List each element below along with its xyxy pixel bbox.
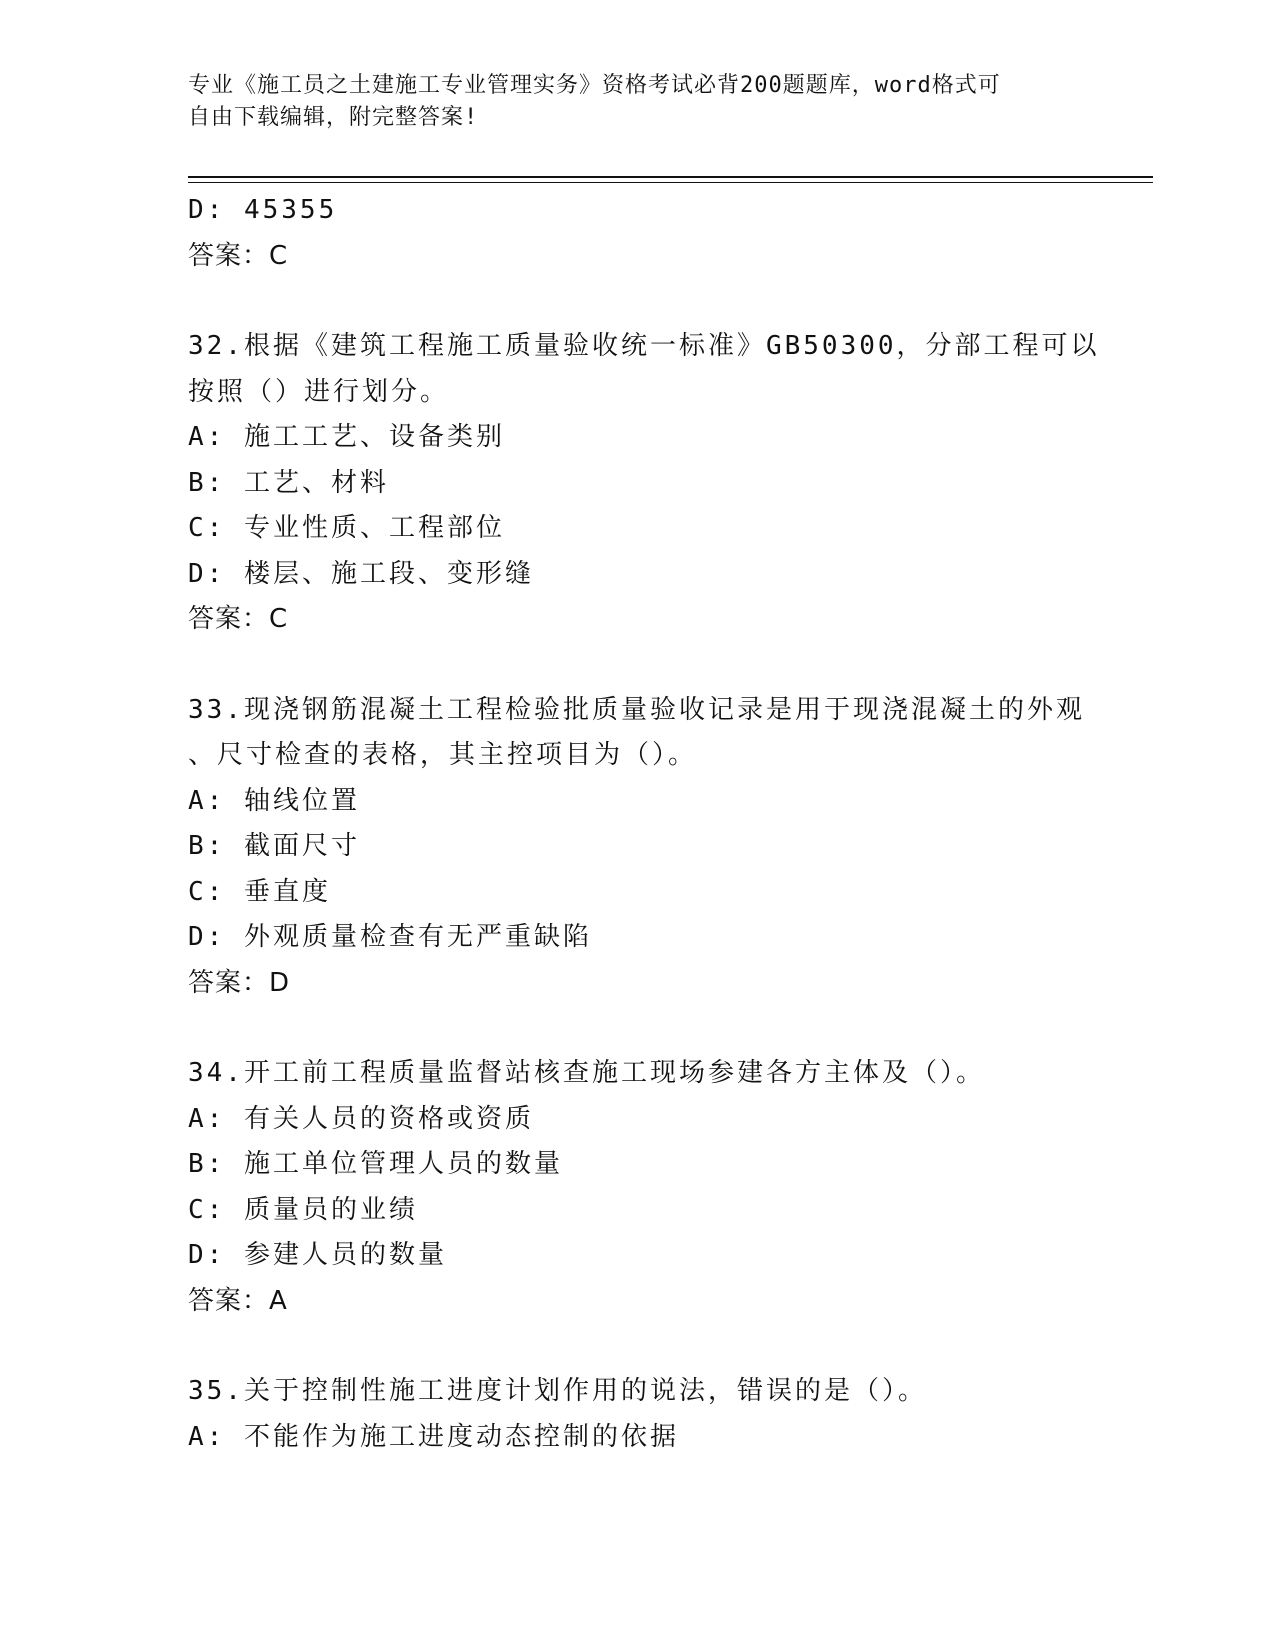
header-line-1: 专业《施工员之土建施工专业管理实务》资格考试必背200题题库，word格式可 bbox=[188, 73, 1001, 98]
header-line-2: 自由下载编辑，附完整答案! bbox=[188, 105, 479, 130]
question-stem-line-1: 33.现浇钢筋混凝土工程检验批质量验收记录是用于现浇混凝土的外观 bbox=[188, 694, 1085, 725]
header-rule-thick bbox=[188, 176, 1153, 178]
option-b: B: 截面尺寸 bbox=[188, 831, 360, 861]
answer-line: 答案：A bbox=[188, 1285, 288, 1316]
option-a: A: 施工工艺、设备类别 bbox=[188, 422, 505, 452]
question-content bbox=[188, 188, 1100, 1460]
question-34 bbox=[188, 1051, 1088, 1324]
question-35 bbox=[188, 1369, 1088, 1460]
option-c: C: 专业性质、工程部位 bbox=[188, 513, 505, 543]
option-d: D: 外观质量检查有无严重缺陷 bbox=[188, 922, 592, 952]
question-stem-line-1: 32.根据《建筑工程施工质量验收统一标准》GB50300，分部工程可以 bbox=[188, 331, 1100, 361]
document-header bbox=[188, 70, 1088, 134]
question-33 bbox=[188, 688, 1088, 1007]
answer-line: 答案：C bbox=[188, 240, 289, 271]
option-d: D: 45355 bbox=[188, 195, 338, 225]
option-b: B: 施工单位管理人员的数量 bbox=[188, 1149, 563, 1179]
option-d: D: 楼层、施工段、变形缝 bbox=[188, 558, 534, 589]
question-stem-line-2: 、尺寸检查的表格，其主控项目为（）。 bbox=[188, 740, 698, 770]
option-a: A: 不能作为施工进度动态控制的依据 bbox=[188, 1421, 679, 1452]
answer-line: 答案：D bbox=[188, 967, 291, 998]
question-stem-line-2: 按照（）进行划分。 bbox=[188, 376, 450, 407]
option-d: D: 参建人员的数量 bbox=[188, 1240, 447, 1270]
option-c: C: 质量员的业绩 bbox=[188, 1194, 418, 1225]
question-stem-line-1: 34.开工前工程质量监督站核查施工现场参建各方主体及（）。 bbox=[188, 1058, 985, 1088]
carryover-block bbox=[188, 188, 1088, 279]
header-rule-thin bbox=[188, 182, 1153, 183]
option-a: A: 有关人员的资格或资质 bbox=[188, 1103, 534, 1134]
question-32 bbox=[188, 324, 1100, 643]
option-b: B: 工艺、材料 bbox=[188, 467, 389, 498]
option-c: C: 垂直度 bbox=[188, 876, 331, 907]
option-a: A: 轴线位置 bbox=[188, 785, 360, 816]
question-stem-line-1: 35.关于控制性施工进度计划作用的说法，错误的是（）。 bbox=[188, 1376, 927, 1406]
answer-line: 答案：C bbox=[188, 604, 289, 634]
